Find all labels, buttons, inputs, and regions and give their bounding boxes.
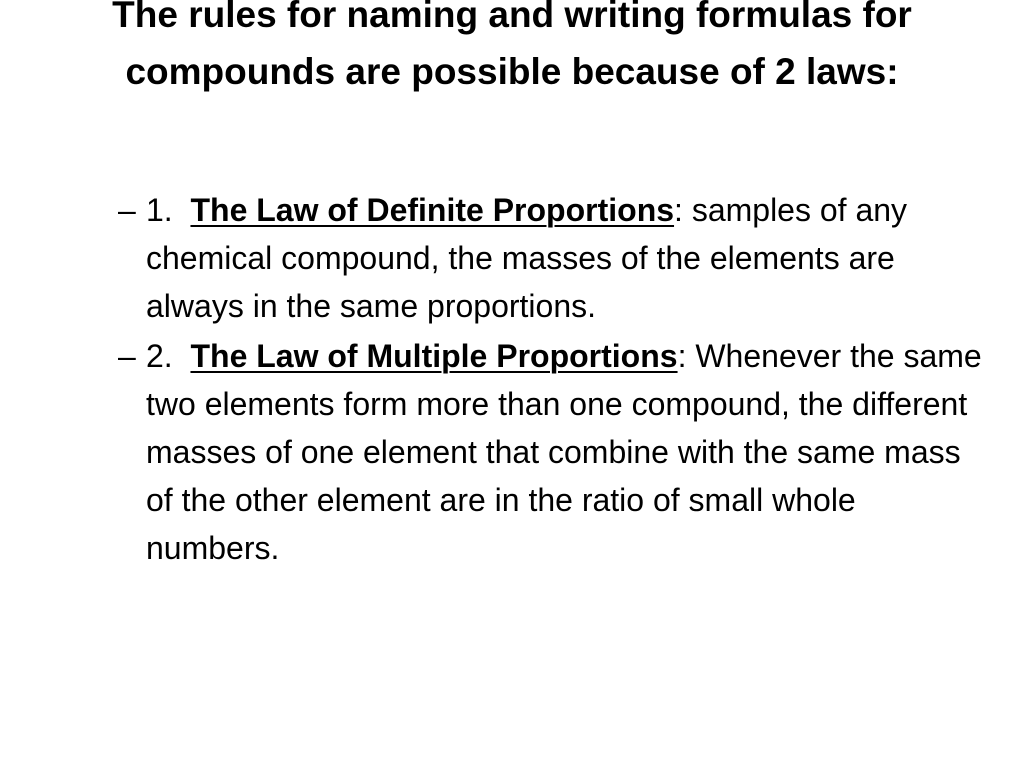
term-colon: :	[677, 338, 687, 374]
bullet-number: 1.	[146, 192, 173, 228]
law-description: Whenever the same two elements form more than one compound, the different masses of one element that combine with the same mass of the other element are in the ratio of small whole numbers.	[146, 338, 982, 566]
bullet-list	[110, 186, 990, 572]
slide-title: The rules for naming and writing formulas for compounds are possible because of 2 laws:	[112, 0, 912, 92]
bullet-definite-proportions	[110, 186, 990, 330]
term-colon: :	[674, 192, 683, 228]
bullet-dash: –	[118, 338, 136, 374]
bullet-multiple-proportions	[110, 332, 990, 572]
law-description: samples of any chemical compound, the masses of the elements are always in the same proportions.	[146, 192, 908, 324]
bullet-number: 2.	[146, 338, 173, 374]
law-term: The Law of Definite Proportions	[190, 192, 675, 228]
bullet-dash: –	[118, 192, 136, 228]
law-term: The Law of Multiple Proportions	[190, 338, 678, 374]
